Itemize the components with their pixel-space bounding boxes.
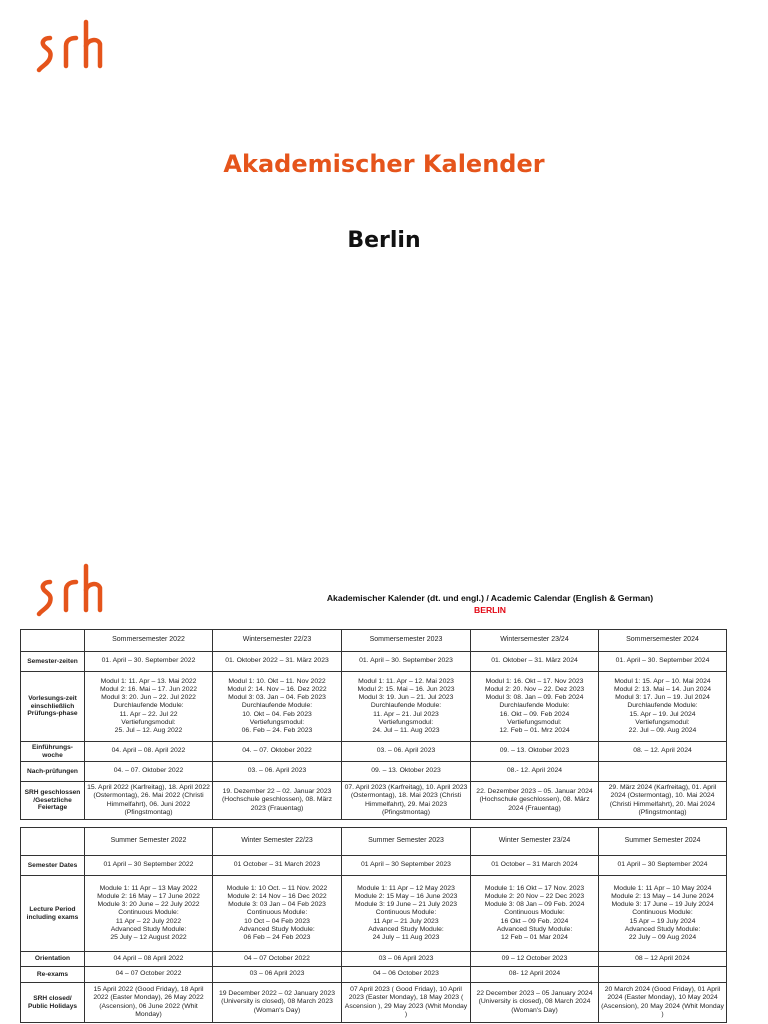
- cell-line: 06. Feb – 24. Feb 2023: [241, 727, 313, 734]
- cell-line: 06 Feb – 24 Feb 2023: [243, 934, 311, 941]
- table-cell: [599, 876, 727, 952]
- table-cell: [213, 876, 342, 952]
- table-row: [21, 652, 727, 672]
- table-cell: [342, 876, 471, 952]
- cell-line: Advanced Study Module:: [368, 925, 444, 933]
- table-cell: 07 April 2023 ( Good Friday), 10 April 2023 (Easter Monday), 18 May 2023 ( Ascension ), 29 May 2023 (Whit Monday ): [342, 983, 471, 1023]
- cell-line: Module 1: 11 Apr – 12 May 2023: [357, 884, 455, 892]
- cell-line: Modul 1: 11. Apr – 13. Mai 2022: [100, 677, 197, 685]
- cell-line: Module 3: 03 Jan – 04 Feb 2023: [228, 901, 326, 909]
- table-cell: 01 October – 31 March 2024: [471, 856, 599, 876]
- table-row: [21, 742, 727, 762]
- table-cell: 03. – 06. April 2023: [213, 762, 342, 782]
- table-row: [21, 967, 727, 983]
- table-cell: 04. – 07. Oktober 2022: [213, 742, 342, 762]
- row-header: Vorlesungs-zeit einschließlich Prüfungs-phase: [21, 672, 85, 742]
- column-header: Wintersemester 22/23: [213, 630, 342, 652]
- row-header: Re-exams: [21, 967, 85, 983]
- table-cell: 08.- 12. April 2024: [471, 762, 599, 782]
- table-cell: [599, 672, 727, 742]
- table-cell: [471, 672, 599, 742]
- column-header: Wintersemester 23/24: [471, 630, 599, 652]
- table-cell: 03 – 06 April 2023: [213, 967, 342, 983]
- table-cell: 01 April – 30 September 2023: [342, 856, 471, 876]
- table-row: [21, 856, 727, 876]
- cell-line: 12 Feb – 01 Mar 2024: [501, 934, 568, 941]
- corner-cell: [21, 630, 85, 652]
- cell-line: 11 Apr – 21 July 2023: [373, 917, 439, 925]
- srh-logo: [36, 562, 110, 620]
- cell-line: Advanced Study Module:: [624, 925, 701, 933]
- table-row: [21, 952, 727, 967]
- column-header: Winter Semester 23/24: [471, 828, 599, 856]
- calendar-subtitle: BERLIN: [474, 605, 506, 615]
- cell-line: Modul 3: 17. Jun – 19. Jul 2024: [615, 694, 710, 702]
- row-header: SRH closed/ Public Holidays: [21, 983, 85, 1023]
- table-row: [21, 782, 727, 820]
- column-header: Sommersemester 2024: [599, 630, 727, 652]
- cell-line: Module 3: 19 June – 21 July 2023: [354, 901, 458, 909]
- table-cell: 08. – 12. April 2024: [599, 742, 727, 762]
- cell-line: 11. Apr – 21. Jul 2023: [373, 710, 439, 718]
- page-title: Akademischer Kalender: [223, 150, 545, 178]
- table-cell: [599, 967, 727, 983]
- table-cell: [599, 762, 727, 782]
- cell-line: 15 Apr – 19 July 2024: [629, 917, 696, 925]
- table-cell: 04 – 07 October 2022: [85, 967, 213, 983]
- cell-line: 24. Jul – 11. Aug 2023: [372, 727, 440, 734]
- table-cell: 04 – 07 October 2022: [213, 952, 342, 967]
- table-cell: 07. April 2023 (Karfreitag), 10. April 2023 (Ostermontag), 18. Mai 2023 (Christi Himmelfahrt), 29. Mai 2023 (Pfingstmontag): [342, 782, 471, 820]
- table-cell: 03 – 06 April 2023: [342, 952, 471, 967]
- table-cell: 19 December 2022 – 02 January 2023 (University is closed), 08 March 2023 (Woman's Day): [213, 983, 342, 1023]
- row-header: Nach-prüfungen: [21, 762, 85, 782]
- cell-line: Modul 1: 10. Okt – 11. Nov 2022: [228, 677, 326, 685]
- table-cell: 15. April 2022 (Karfreitag), 18. April 2022 (Ostermontag), 26. Mai 2022 (Christi Himmelfahrt), 06. Juni 2022 (Pfingstmontag): [85, 782, 213, 820]
- table-row: [21, 672, 727, 742]
- row-header: Orientation: [21, 952, 85, 967]
- column-header: Sommersemester 2023: [342, 630, 471, 652]
- cell-line: Modul 2: 15. Mai – 16. Jun 2023: [357, 685, 455, 693]
- column-header: Summer Semester 2022: [85, 828, 213, 856]
- cell-line: Durchlaufende Module:: [627, 702, 698, 710]
- table-cell: 01 October – 31 March 2023: [213, 856, 342, 876]
- table-cell: [471, 876, 599, 952]
- cell-line: Modul 3: 20. Jun – 22. Jul 2022: [101, 694, 196, 702]
- cell-line: Vertiefungsmodul:: [635, 718, 690, 726]
- cell-line: Modul 2: 14. Nov – 16. Dez 2022: [227, 685, 327, 693]
- cell-line: Modul 3: 19. Jun – 21. Jul 2023: [358, 694, 454, 702]
- cell-line: 10 Oct – 04 Feb 2023: [244, 917, 310, 925]
- table-row: [21, 762, 727, 782]
- cell-line: 16 Okt – 09 Feb. 2024: [500, 917, 569, 925]
- cell-line: Modul 1: 11. Apr – 12. Mai 2023: [358, 677, 454, 685]
- cell-line: Modul 1: 15. Apr – 10. Mai 2024: [614, 677, 711, 685]
- row-header: Lecture Period including exams: [21, 876, 85, 952]
- cell-line: Durchlaufende Module:: [499, 702, 570, 710]
- table-header-row: [21, 630, 727, 652]
- cell-line: Continuous Module:: [246, 909, 308, 917]
- table-cell: 04 April – 08 April 2022: [85, 952, 213, 967]
- table-cell: 08 – 12 April 2024: [599, 952, 727, 967]
- table-cell: 04. – 07. Oktober 2022: [85, 762, 213, 782]
- cell-line: Modul 2: 13. Mai – 14. Jun 2024: [613, 685, 712, 693]
- cell-line: Vertiefungsmodul:: [378, 718, 434, 726]
- srh-logo: [36, 18, 110, 76]
- table-cell: 15 April 2022 (Good Friday), 18 April 2022 (Easter Monday), 26 May 2022 (Ascension), 06 June 2022 (Whit Monday): [85, 983, 213, 1023]
- table-row: [21, 876, 727, 952]
- cell-line: Continuous Module:: [504, 909, 565, 917]
- cell-line: Modul 1: 16. Okt – 17. Nov 2023: [485, 677, 584, 685]
- cell-line: Module 1: 11 Apr – 10 May 2024: [613, 884, 712, 892]
- srh-logo-icon: [36, 562, 110, 620]
- table-cell: 29. März 2024 (Karfreitag), 01. April 2024 (Ostermontag), 10. Mai 2024 (Christi Himmelfahrt), 20. Mai 2024 (Pfingstmontag): [599, 782, 727, 820]
- calendar-table-german: [20, 629, 727, 820]
- cell-line: Continuous Module:: [375, 909, 437, 917]
- cell-line: Modul 2: 16. Mai – 17. Jun 2022: [99, 685, 198, 693]
- cell-line: 11. Apr – 22. Jul 22: [119, 710, 178, 718]
- cell-line: Durchlaufende Module:: [370, 702, 442, 710]
- table-cell: 03. – 06. April 2023: [342, 742, 471, 762]
- cell-line: Module 3: 17 June – 19 July 2024: [611, 901, 714, 909]
- table-cell: 01. Oktober 2022 – 31. März 2023: [213, 652, 342, 672]
- column-header: Summer Semester 2024: [599, 828, 727, 856]
- cell-line: Durchlaufende Module:: [113, 702, 184, 710]
- cell-line: Modul 2: 20. Nov – 22. Dez 2023: [484, 685, 585, 693]
- cell-line: Module 1: 16 Okt – 17 Nov. 2023: [484, 884, 585, 892]
- cell-line: Vertiefungsmodul:: [121, 718, 176, 726]
- cell-line: 22 July – 09 Aug 2024: [628, 934, 697, 941]
- table-cell: 01. April – 30. September 2022: [85, 652, 213, 672]
- table-cell: 19. Dezember 22 – 02. Januar 2023 (Hochschule geschlossen), 08. März 2023 (Frauentag): [213, 782, 342, 820]
- table-header-row: [21, 828, 727, 856]
- calendar-title: Akademischer Kalender (dt. und engl.) / Academic Calendar (English & German): [326, 593, 654, 603]
- table-cell: 04 – 06 October 2023: [342, 967, 471, 983]
- row-header: Semester-zeiten: [21, 652, 85, 672]
- table-cell: 22. Dezember 2023 – 05. Januar 2024 (Hochschule geschlossen), 08. März 2024 (Frauentag): [471, 782, 599, 820]
- cell-line: 10. Okt – 04. Feb 2023: [242, 710, 312, 718]
- cell-line: 11 Apr – 22 July 2022: [115, 917, 182, 925]
- column-header: Summer Semester 2023: [342, 828, 471, 856]
- cell-line: 16. Okt – 09. Feb 2024: [499, 710, 570, 718]
- table-cell: 01. April – 30. September 2023: [342, 652, 471, 672]
- table-cell: 09 – 12 October 2023: [471, 952, 599, 967]
- cell-line: 22. Jul – 09. Aug 2024: [628, 727, 697, 734]
- cell-line: 25 July – 12 August 2022: [110, 934, 187, 941]
- row-header: Einführungs-woche: [21, 742, 85, 762]
- table-cell: [85, 876, 213, 952]
- cell-line: Modul 3: 03. Jan – 04. Feb 2023: [228, 694, 326, 702]
- cell-line: Module 2: 15 May – 16 June 2023: [354, 892, 458, 900]
- cell-line: Module 2: 13 May – 14 June 2024: [611, 892, 714, 900]
- table-cell: [213, 672, 342, 742]
- cell-line: 24 July – 11 Aug 2023: [372, 934, 440, 941]
- cell-line: Module 1: 10 Oct. – 11 Nov. 2022: [226, 884, 328, 892]
- row-header: Semester Dates: [21, 856, 85, 876]
- cell-line: Advanced Study Module:: [496, 925, 573, 933]
- city-title: Berlin: [347, 228, 421, 253]
- table-cell: [85, 672, 213, 742]
- cell-line: Module 3: 20 June – 22 July 2022: [97, 901, 200, 909]
- table-cell: 09. – 13. Oktober 2023: [342, 762, 471, 782]
- srh-logo-icon: [36, 18, 110, 76]
- table-cell: 20 March 2024 (Good Friday), 01 April 2024 (Easter Monday), 10 May 2024 (Ascension), 20 May 2024 (Whit Monday ): [599, 983, 727, 1023]
- cell-line: 12. Feb – 01. Mrz 2024: [499, 727, 570, 734]
- cell-line: Advanced Study Module:: [239, 925, 315, 933]
- calendar-table-english: [20, 827, 727, 1023]
- cell-line: Module 2: 20 Nov – 22 Dec 2023: [484, 892, 585, 900]
- column-header: Winter Semester 22/23: [213, 828, 342, 856]
- table-cell: 01. Oktober – 31. März 2024: [471, 652, 599, 672]
- cell-line: Module 1: 11 Apr – 13 May 2022: [99, 884, 198, 892]
- table-cell: 22 December 2023 – 05 January 2024 (University is closed), 08 March 2024 (Woman's Day): [471, 983, 599, 1023]
- row-header: SRH geschlossen /Gesetzliche Feiertage: [21, 782, 85, 820]
- cell-line: Advanced Study Module:: [110, 925, 187, 933]
- cell-line: Module 2: 16 May – 17 June 2022: [97, 892, 200, 900]
- table-cell: 01 April – 30 September 2024: [599, 856, 727, 876]
- cell-line: Continuous Module:: [118, 909, 179, 917]
- table-cell: [342, 672, 471, 742]
- column-header: Sommersemester 2022: [85, 630, 213, 652]
- cell-line: Modul 3: 08. Jan – 09. Feb 2024: [485, 694, 584, 702]
- cell-line: Vertiefungsmodul:: [249, 718, 305, 726]
- corner-cell: [21, 828, 85, 856]
- table-cell: 01. April – 30. September 2024: [599, 652, 727, 672]
- table-cell: 04. April – 08. April 2022: [85, 742, 213, 762]
- cell-line: Module 3: 08 Jan – 09 Feb. 2024: [484, 901, 585, 909]
- cell-line: Continuous Module:: [632, 909, 693, 917]
- table-row: [21, 983, 727, 1023]
- cell-line: Vertiefungsmodul:: [507, 718, 562, 726]
- cell-line: Durchlaufende Module:: [241, 702, 313, 710]
- table-cell: 01 April – 30 September 2022: [85, 856, 213, 876]
- cell-line: Module 2: 14 Nov – 16 Dec 2022: [227, 892, 327, 900]
- table-cell: 09. – 13. Oktober 2023: [471, 742, 599, 762]
- table-cell: 08- 12 April 2024: [471, 967, 599, 983]
- cell-line: 25. Jul – 12. Aug 2022: [114, 727, 183, 734]
- cell-line: 15. Apr – 19. Jul 2024: [629, 710, 696, 718]
